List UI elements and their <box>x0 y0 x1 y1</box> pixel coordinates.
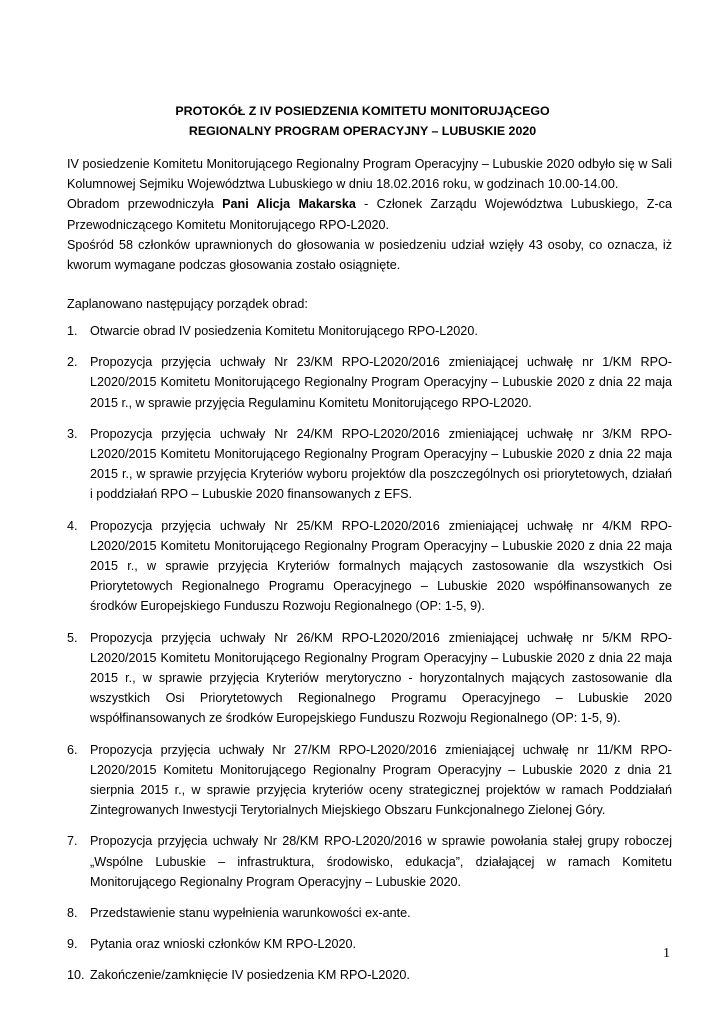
chair-text-after: - Członek Zarządu Województwa Lubuskiego, Z-ca Przewodniczącego Komitetu Monitorującego RPO-L2020. <box>67 197 672 232</box>
page-number: 1 <box>663 946 670 961</box>
agenda-item <box>67 352 672 413</box>
chair-text-before: Obradom przewodniczyła <box>67 197 214 212</box>
agenda-item-number: 4. <box>67 518 78 533</box>
agenda-item <box>67 740 672 821</box>
agenda-item-number: 8. <box>67 906 78 921</box>
agenda-item-number: 6. <box>67 742 78 757</box>
agenda-item-text: Otwarcie obrad IV posiedzenia Komitetu Monitorującego RPO-L2020. <box>90 324 478 338</box>
agenda-item-number: 1. <box>67 324 78 338</box>
intro-section <box>67 154 672 275</box>
agenda-item-number: 2. <box>67 355 78 370</box>
intro-paragraph-quorum: Spośród 58 członków uprawnionych do głosowania w posiedzeniu udział wzięły 43 osoby, co oznacza, iż kworum wymagane podczas głosowania zostało osiągnięte. <box>67 237 672 273</box>
agenda-item-text: Przedstawienie stanu wypełnienia warunkowości ex-ante. <box>90 906 411 921</box>
agenda-item-number: 7. <box>67 834 78 849</box>
agenda-item <box>67 321 672 341</box>
agenda-item-text: Propozycja przyjęcia uchwały Nr 27/KM RPO-L2020/2016 zmieniającej uchwałę nr 11/KM RPO-L2020/2015 Komitetu Monitorującego Regionalny Program Operacyjny – Lubuskie 2020 z dnia 21 sierpnia 2015 r., w sprawie przyjęcia kryteriów oceny strategicznej projektów w ramach Poddziałań Zintegrowanych Inwestycji Terytorialnych Miejskiego Obszaru Funkcjonalnego Zielonej Góry. <box>90 742 672 818</box>
agenda-item-text: Zakończenie/zamknięcie IV posiedzenia KM RPO-L2020. <box>90 968 410 983</box>
agenda-item <box>67 934 672 954</box>
agenda-item-text: Pytania oraz wnioski członków KM RPO-L2020. <box>90 937 356 952</box>
chair-name: Pani Alicja Makarska <box>222 197 356 212</box>
agenda-item-text: Propozycja przyjęcia uchwały Nr 25/KM RPO-L2020/2016 zmieniającej uchwałę nr 4/KM RPO-L2020/2015 Komitetu Monitorującego Regionalny Program Operacyjny – Lubuskie 2020 z dnia 22 maja 2015 r., w sprawie przyjęcia Kryteriów formalnych mających zastosowanie dla wszystkich Osi Priorytetowych Regionalnego Programu Operacyjnego – Lubuskie 2020 współfinansowanych ze środków Europejskiego Funduszu Rozwoju Regionalnego (OP: 1-5, 9). <box>90 518 672 614</box>
agenda-item <box>67 424 672 505</box>
agenda-item-text: Propozycja przyjęcia uchwały Nr 23/KM RPO-L2020/2016 zmieniającej uchwałę nr 1/KM RPO-L2020/2015 Komitetu Monitorującego Regionalny Program Operacyjny – Lubuskie 2020 z dnia 22 maja 2015 r., w sprawie przyjęcia Regulaminu Komitetu Monitorującego RPO-L2020. <box>90 355 672 410</box>
agenda-list <box>67 321 672 997</box>
agenda-item-text: Propozycja przyjęcia uchwały Nr 26/KM RPO-L2020/2016 zmieniającej uchwałę nr 5/KM RPO-L2020/2015 Komitetu Monitorującego Regionalny Program Operacyjny – Lubuskie 2020 z dnia 22 maja 2015 r., w sprawie przyjęcia Kryteriów merytoryczno - horyzontalnych mających zastosowanie dla wszystkich Osi Priorytetowych Regionalnego Programu Operacyjnego – Lubuskie 2020 współfinansowanych ze środków Europejskiego Funduszu Rozwoju Regionalnego (OP: 1-5, 9). <box>90 630 672 726</box>
agenda-item <box>67 831 672 892</box>
agenda-item-number: 10. <box>67 968 85 983</box>
agenda-item-number: 9. <box>67 937 78 952</box>
agenda-heading: Zaplanowano następujący porządek obrad: <box>67 297 308 311</box>
title-line-2: REGIONALNY PROGRAM OPERACYJNY – LUBUSKIE 2020 <box>188 124 537 138</box>
agenda-item <box>67 965 672 985</box>
agenda-item <box>67 903 672 923</box>
agenda-item-number: 3. <box>67 426 78 441</box>
intro-paragraph-meeting: IV posiedzenie Komitetu Monitorującego Regionalny Program Operacyjny – Lubuskie 2020 odbyło się w Sali Kolumnowej Sejmiku Województwa Lubuskiego w dniu 18.02.2016 roku, w godzinach 10.00-14.00. <box>67 157 672 192</box>
agenda-item-number: 5. <box>67 630 78 645</box>
agenda-item-text: Propozycja przyjęcia uchwały Nr 28/KM RPO-L2020/2016 w sprawie powołania stałej grupy roboczej „Wspólne Lubuskie – infrastruktura, środowisko, edukacja”, działającej w ramach Komitetu Monitorującego Regionalny Program Operacyjny – Lubuskie 2020. <box>90 834 672 889</box>
title-line-1: PROTOKÓŁ Z IV POSIEDZENIA KOMITETU MONITORUJĄCEGO <box>175 104 550 118</box>
document-title <box>0 101 725 141</box>
agenda-item <box>67 516 672 617</box>
agenda-item-text: Propozycja przyjęcia uchwały Nr 24/KM RPO-L2020/2016 zmieniającej uchwałę nr 3/KM RPO-L2020/2015 Komitetu Monitorującego Regionalny Program Operacyjny – Lubuskie 2020 z dnia 22 maja 2015 r., w sprawie przyjęcia Kryteriów wyboru projektów dla poszczególnych osi priorytetowych, działań i poddziałań RPO – Lubuskie 2020 finansowanych z EFS. <box>90 426 672 502</box>
intro-paragraph-chair <box>67 194 672 234</box>
agenda-item <box>67 628 672 729</box>
